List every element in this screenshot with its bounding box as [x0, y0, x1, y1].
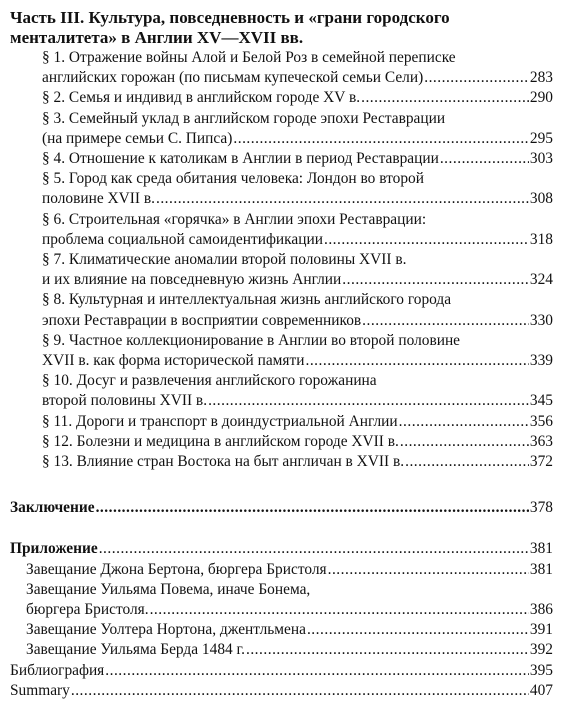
- entry-line: (на примере семьи С. Пипса): [42, 129, 233, 147]
- entry-line: Завещание Уильяма Повема, иначе Бонема,: [26, 580, 311, 598]
- dot-leader: [156, 189, 529, 209]
- page-number: 381: [529, 540, 553, 558]
- dot-leader: [342, 270, 529, 290]
- page-number: 372: [529, 453, 553, 471]
- toc-section-entry[interactable]: [10, 109, 553, 149]
- page-number: 339: [529, 352, 553, 370]
- toc-entry-summary[interactable]: [10, 681, 553, 701]
- entry-label: Заключение: [10, 499, 95, 517]
- table-of-contents: [10, 8, 553, 701]
- entry-line: § 4. Отношение к католикам в Англии в период Реставрации: [42, 150, 439, 168]
- page-number: 345: [529, 392, 553, 410]
- page-number: 407: [529, 681, 553, 699]
- toc-section-entry[interactable]: [10, 452, 553, 472]
- toc-section-entry[interactable]: [10, 149, 553, 169]
- toc-section-entry[interactable]: [10, 290, 553, 330]
- part-title: [10, 8, 553, 48]
- entry-line: § 2. Семья и индивид в английском городе XV в.: [42, 89, 361, 107]
- toc-entry-bibliography[interactable]: [10, 661, 553, 681]
- part-title-line: менталитета» в Англии XV—XVII вв.: [10, 28, 304, 47]
- entry-line: § 11. Дороги и транспорт в доиндустриальной Англии: [42, 412, 398, 430]
- page-number: 378: [529, 499, 553, 517]
- dot-leader: [399, 412, 529, 432]
- page-number: 391: [529, 621, 553, 639]
- toc-section-entry[interactable]: [10, 250, 553, 290]
- part-title-line: Часть III. Культура, повседневность и «грани городского: [10, 8, 450, 27]
- page-number: 395: [529, 661, 553, 679]
- entry-line: § 6. Строительная «горячка» в Англии эпохи Реставрации:: [42, 210, 427, 228]
- dot-leader: [400, 432, 529, 452]
- page-number: 363: [529, 432, 553, 450]
- dot-leader: [233, 129, 529, 149]
- entry-line: Завещание Уолтера Нортона, джентльмена: [26, 621, 306, 639]
- entry-line: Завещание Уильяма Берда 1484 г.: [26, 641, 245, 659]
- page-number: 330: [529, 311, 553, 329]
- page-number: 386: [529, 601, 553, 619]
- toc-entry-appendix[interactable]: [10, 539, 553, 559]
- toc-section-entry[interactable]: [10, 412, 553, 432]
- page-number: 303: [529, 150, 553, 168]
- page-number: 324: [529, 271, 553, 289]
- entry-line: § 13. Влияние стран Востока на быт англичан в XVII в.: [42, 453, 405, 471]
- entry-line: эпохи Реставрации в восприятии современников: [42, 311, 362, 329]
- dot-leader: [328, 560, 529, 580]
- dot-leader: [405, 452, 529, 472]
- toc-document-entry[interactable]: [10, 620, 553, 640]
- dot-leader: [440, 149, 529, 169]
- toc-section-entry[interactable]: [10, 169, 553, 209]
- toc-section-entry[interactable]: [10, 210, 553, 250]
- entry-line: Завещание Джона Бертона, бюргера Бристоля: [26, 560, 327, 578]
- entry-line: § 5. Город как среда обитания человека: Лондон во второй: [42, 170, 424, 188]
- page-number: 295: [529, 129, 553, 147]
- page-number: 392: [529, 641, 553, 659]
- toc-document-entry[interactable]: [10, 640, 553, 660]
- entry-label: Приложение: [10, 540, 98, 558]
- entry-line: проблема социальной самоидентификации: [42, 230, 323, 248]
- toc-section-entry[interactable]: [10, 88, 553, 108]
- dot-leader: [361, 88, 529, 108]
- entry-label: Summary: [10, 681, 70, 699]
- dot-leader: [105, 661, 529, 681]
- entry-line: XVII в. как форма исторической памяти: [42, 352, 305, 370]
- dot-leader: [246, 640, 529, 660]
- toc-section-entry[interactable]: [10, 331, 553, 371]
- toc-section-entry[interactable]: [10, 48, 553, 88]
- entry-line: английских горожан (по письмам купеческой семьи Сели): [42, 69, 424, 87]
- page-number: 381: [529, 560, 553, 578]
- dot-leader: [362, 311, 529, 331]
- dot-leader: [305, 351, 528, 371]
- entry-label: Библиография: [10, 661, 105, 679]
- page-number: 290: [529, 89, 553, 107]
- toc-document-entry[interactable]: [10, 560, 553, 580]
- dot-leader: [71, 681, 529, 701]
- appendix-document-list: [10, 560, 553, 661]
- entry-line: § 8. Культурная и интеллектуальная жизнь английского города: [42, 291, 452, 309]
- entry-line: половине XVII в.: [42, 190, 155, 208]
- dot-leader: [307, 620, 529, 640]
- dot-leader: [424, 68, 529, 88]
- entry-line: § 7. Климатические аномалии второй половины XVII в.: [42, 251, 407, 269]
- page-number: 308: [529, 190, 553, 208]
- page-number: 283: [529, 69, 553, 87]
- entry-line: второй половины XVII в.: [42, 392, 208, 410]
- entry-line: и их влияние на повседневную жизнь Англии: [42, 271, 342, 289]
- dot-leader: [99, 539, 529, 559]
- dot-leader: [208, 391, 529, 411]
- toc-entry-conclusion[interactable]: [10, 498, 553, 518]
- dot-leader: [150, 600, 529, 620]
- page-number: 356: [529, 412, 553, 430]
- entry-line: § 9. Частное коллекционирование в Англии во второй половине: [42, 331, 461, 349]
- toc-document-entry[interactable]: [10, 580, 553, 620]
- entry-line: § 3. Семейный уклад в английском городе эпохи Реставрации: [42, 109, 446, 127]
- dot-leader: [96, 498, 529, 518]
- page-number: 318: [529, 230, 553, 248]
- dot-leader: [324, 230, 529, 250]
- entry-line: § 10. Досуг и развлечения английского горожанина: [42, 372, 377, 390]
- entry-line: § 12. Болезни и медицина в английском городе XVII в.: [42, 432, 399, 450]
- toc-section-entry[interactable]: [10, 432, 553, 452]
- toc-section-entry[interactable]: [10, 371, 553, 411]
- entry-line: бюргера Бристоля.: [26, 601, 149, 619]
- entry-line: § 1. Отражение войны Алой и Белой Роз в семейной переписке: [42, 49, 456, 66]
- section-list: [10, 48, 553, 472]
